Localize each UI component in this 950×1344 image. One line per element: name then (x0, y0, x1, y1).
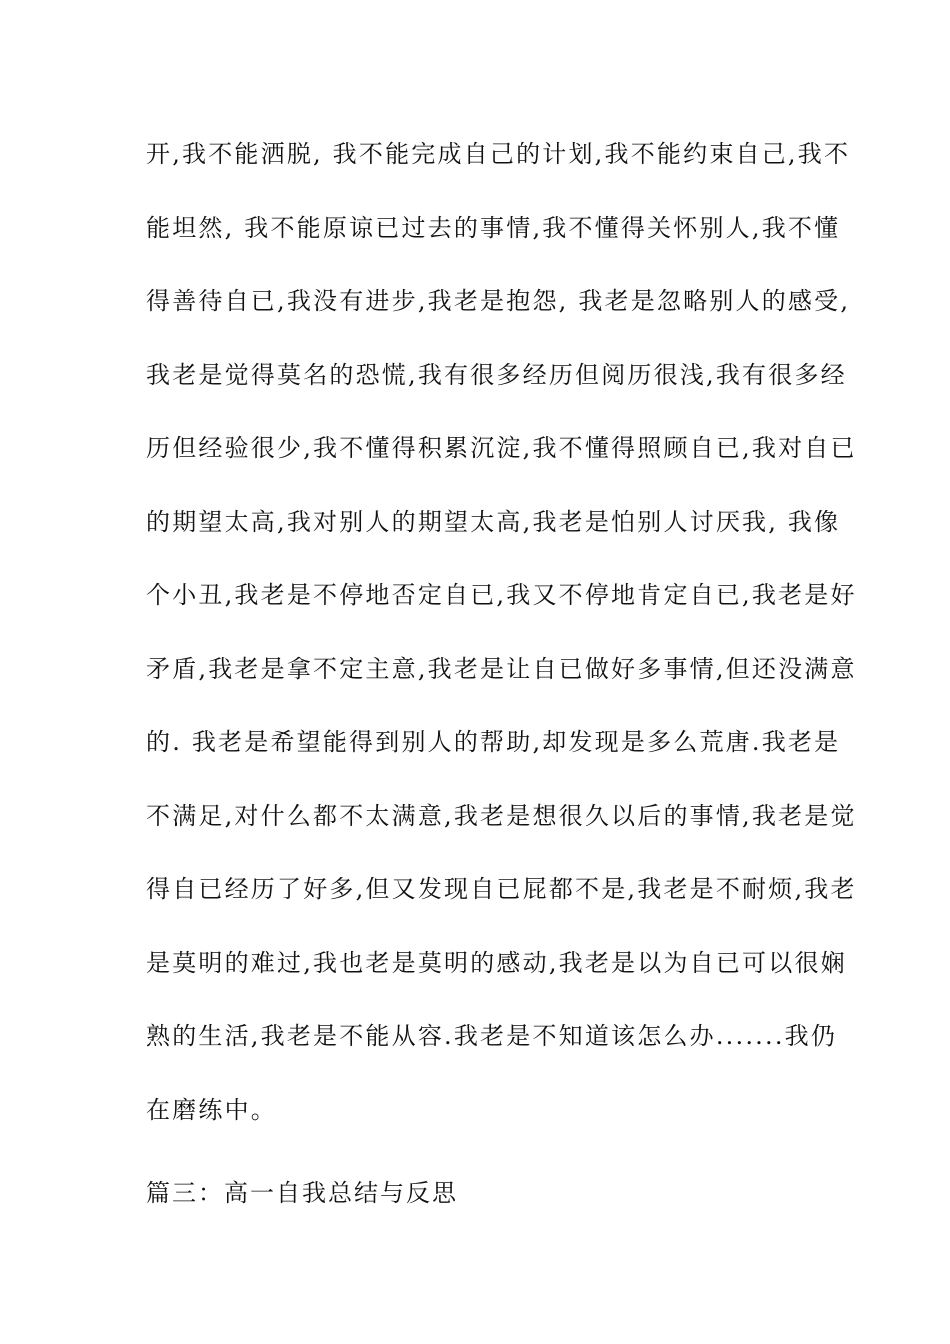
text-line: 个小丑,我老是不停地否定自已,我又不停地肯定自已,我老是好 (146, 581, 857, 609)
text-line: 不满足,对什么都不太满意,我老是想很久以后的事情,我老是觉 (146, 801, 857, 830)
text-line: 熟的生活,我老是不能从容.我老是不知道该怎么办.......我仍 (146, 1022, 838, 1050)
text-line: 的. 我老是希望能得到别人的帮助,却发现是多么荒唐.我老是 (146, 728, 841, 756)
text-line: 得自已经历了好多,但又发现自已屁都不是,我老是不耐烦,我老 (146, 875, 857, 903)
text-line: 能坦然, 我不能原谅已过去的事情,我不懂得关怀别人,我不懂 (146, 213, 841, 242)
text-line: 矛盾,我老是拿不定主意,我老是让自已做好多事情,但还没满意 (146, 654, 857, 683)
body-text (146, 134, 857, 1163)
text-line: 的期望太高,我对别人的期望太高,我老是怕别人讨厌我, 我像 (146, 507, 841, 536)
text-line: 得善待自已,我没有进步,我老是抱怨, 我老是忽略别人的感受, (146, 287, 851, 315)
section-heading: 篇三：高一自我总结与反思 (146, 1179, 458, 1207)
text-line: 开,我不能洒脱, 我不能完成自己的计划,我不能约束自己,我不 (146, 140, 851, 168)
text-line: 是莫明的难过,我也老是莫明的感动,我老是以为自已可以很娴 (146, 948, 847, 977)
text-line: 历但经验很少,我不懂得积累沉淀,我不懂得照顾自已,我对自已 (146, 434, 857, 462)
text-line: 在磨练中。 (146, 1095, 277, 1124)
text-line: 我老是觉得莫名的恐慌,我有很多经历但阅历很浅,我有很多经 (146, 360, 847, 389)
